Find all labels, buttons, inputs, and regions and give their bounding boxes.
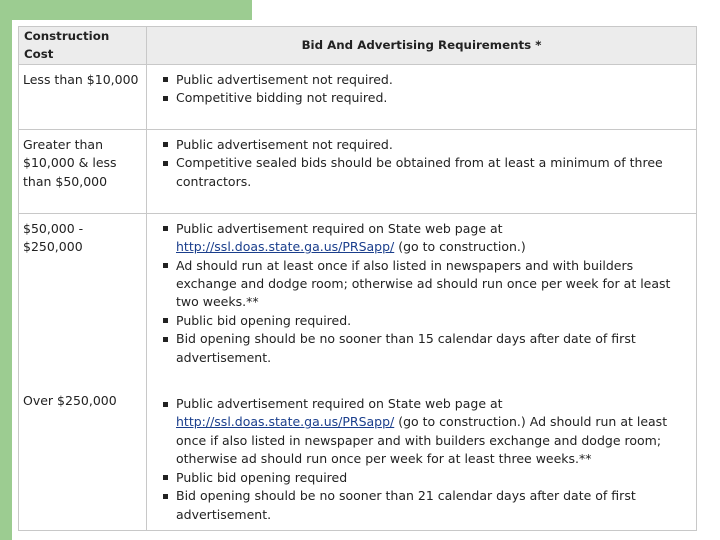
table-row: [19, 64, 697, 129]
requirements-list: [163, 136, 688, 191]
header-construction-cost: Construction Cost: [19, 27, 147, 65]
green-sidebar-strip: [0, 0, 12, 540]
item-text: Public advertisement required on State web page at: [176, 220, 503, 236]
cost-value: $50,000 - $250,000: [23, 220, 84, 255]
list-item: Bid opening should be no sooner than 15 calendar days after date of first advertisement.: [163, 330, 688, 367]
bid-requirements-table: [18, 26, 697, 531]
list-item: Competitive bidding not required.: [163, 89, 688, 107]
cost-cell: [19, 213, 147, 530]
list-item: Public bid opening required: [163, 469, 688, 487]
cost-cell: Greater than $10,000 & less than $50,000: [19, 129, 147, 213]
table-row: [19, 129, 697, 213]
item-text: (go to construction.): [394, 239, 526, 255]
list-item: Public advertisement not required.: [163, 71, 688, 89]
prsapp-link[interactable]: http://ssl.doas.state.ga.us/PRSapp/: [176, 414, 395, 430]
header-bid-requirements: Bid And Advertising Requirements *: [147, 27, 697, 65]
prsapp-link[interactable]: http://ssl.doas.state.ga.us/PRSapp/: [176, 239, 395, 255]
requirements-list: [163, 395, 688, 524]
item-text: (go to construction.) Ad should run at least once if also listed in newspaper and with builders exchange and dodge room; otherwise ad should run once per week for at least three weeks.**: [176, 414, 668, 467]
item-text: Public advertisement required on State web page at: [176, 396, 503, 412]
list-item: Competitive sealed bids should be obtained from at least a minimum of three contractors.: [163, 154, 688, 191]
list-item: [163, 395, 688, 469]
list-item: Ad should run at least once if also listed in newspapers and with builders exchange and dodge room; otherwise ad should run once per week for at least two weeks.**: [163, 257, 688, 312]
cost-cell: Less than $10,000: [19, 64, 147, 129]
cost-value: Over $250,000: [23, 392, 117, 408]
list-item: Public advertisement not required.: [163, 136, 688, 154]
requirements-cell: [147, 129, 697, 213]
table-row: [19, 213, 697, 530]
list-item: [163, 220, 688, 257]
document-sheet: [12, 20, 720, 540]
requirements-list: [163, 71, 688, 108]
table-header-row: [19, 27, 697, 65]
requirements-cell: [147, 213, 697, 530]
list-item: Bid opening should be no sooner than 21 calendar days after date of first advertisement.: [163, 487, 688, 524]
list-item: Public bid opening required.: [163, 312, 688, 330]
requirements-cell: [147, 64, 697, 129]
requirements-list: [163, 220, 688, 367]
green-top-strip: [0, 0, 252, 20]
